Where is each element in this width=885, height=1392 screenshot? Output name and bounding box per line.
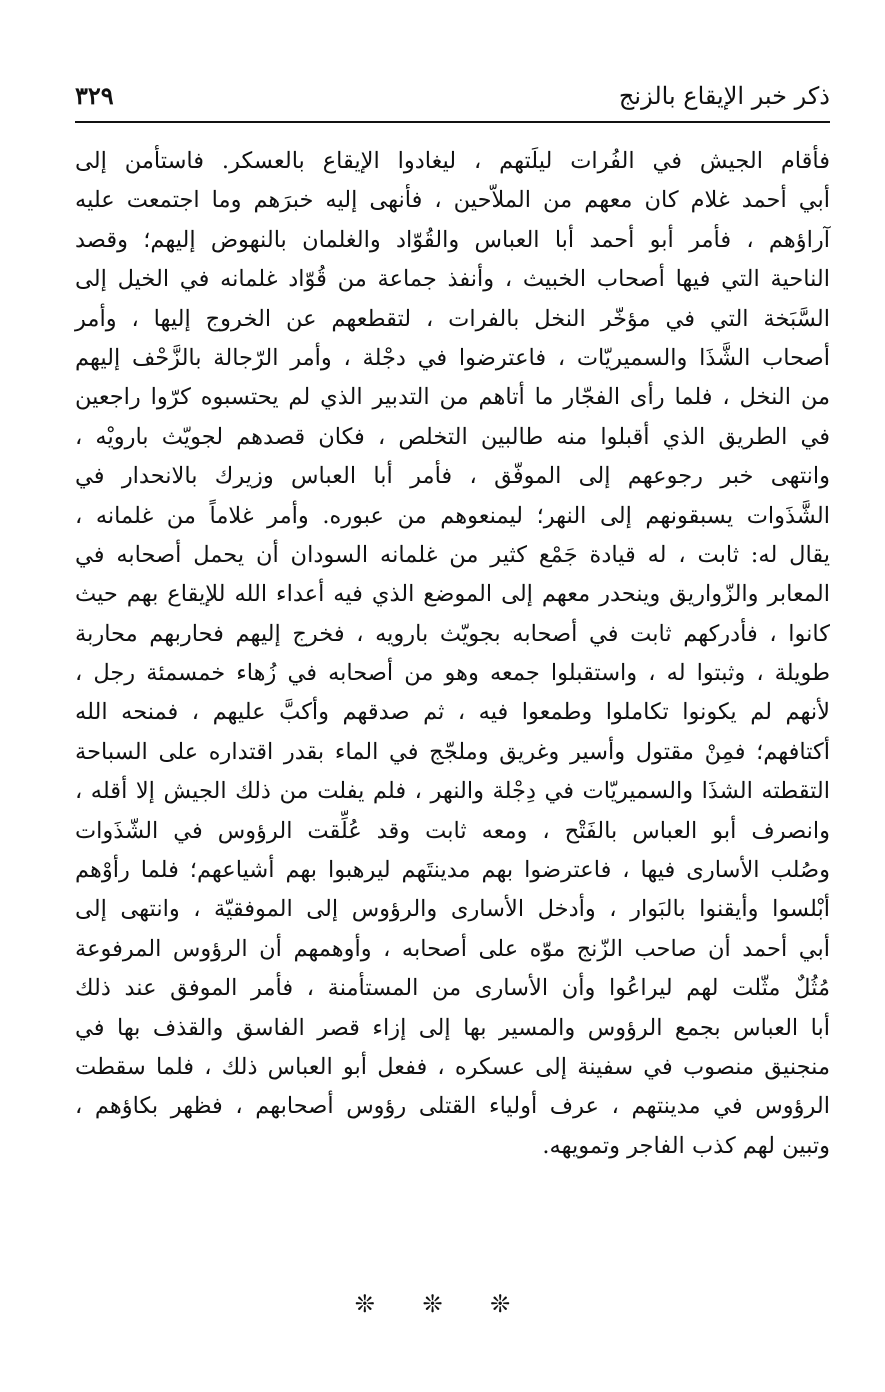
text-line: الناحية التي فيها أصحاب الخبيث ، وأنفذ جماعة من قُوّاد غلمانه في الخيل إلى	[75, 266, 830, 293]
text-line: أبي أحمد غلام كان معهم من الملاّحين ، فأنهى إليه خبرَهم وما اجتمعت عليه	[75, 187, 830, 214]
chapter-title: ذكر خبر الإيقاع بالزنج	[618, 82, 830, 110]
text-line: التقطته الشذَا والسميريّات في دِجْلة والنهر ، فلم يفلت من ذلك الجيش إلا أقله ،	[75, 778, 830, 805]
text-line: السَّبَخة التي في مؤخّر النخل بالفرات ، لتقطعهم عن الخروج إليها ، وأمر	[75, 305, 830, 332]
text-line: في الطريق الذي أقبلوا منه طالبين التخلص ، فكان قصدهم لجويّث بارويْه ،	[75, 423, 830, 450]
text-line: أبْلسوا وأيقنوا بالبَوار ، وأدخل الأسارى والرؤوس إلى الموفقيّة ، وانتهى إلى	[75, 896, 830, 923]
text-line-last: وتبين لهم كذب الفاجر وتمويهه.	[542, 1132, 830, 1159]
text-line: لأنهم لم يكونوا تكاملوا وطمعوا فيه ، ثم صدقهم وأكبَّ عليهم ، فمنحه الله	[75, 699, 830, 726]
text-line: وصُلب الأسارى فيها ، فاعترضوا بهم مدينتَهم ليرهبوا بهم أشياعهم؛ فلما رأوْهم	[75, 857, 830, 884]
text-line: أبا العباس بجمع الرؤوس والمسير بها إلى إزاء قصر الفاسق والقذف بها في	[75, 1014, 830, 1041]
page-number: ٣٢٩	[75, 81, 114, 110]
page-header	[75, 78, 830, 118]
header-rule	[75, 121, 830, 123]
text-line: طويلة ، وثبتوا له ، واستقبلوا جمعه وهو من أصحابه في زُهاء خمسمئة رجل ،	[75, 660, 830, 687]
text-line: كانوا ، فأدركهم ثابت في أصحابه بجويّث بارويه ، فخرج إليهم فحاربهم محاربة	[75, 620, 830, 647]
section-ornament: ❊ ❊ ❊	[354, 1290, 531, 1318]
text-line: أكتافهم؛ فمِنْ مقتول وأسير وغريق وملجّج في الماء بقدر اقتداره على السباحة	[75, 738, 830, 765]
text-line: المعابر والزّواريق وينحدر معهم إلى الموضع الذي فيه أعداء الله للإيقاع بهم حيث	[75, 581, 830, 608]
text-line: أبي أحمد أن صاحب الزّنج موّه على أصحابه ، وأوهمهم أن الرؤوس المرفوعة	[75, 935, 830, 962]
text-line: وانتهى خبر رجوعهم إلى الموفّق ، فأمر أبا العباس وزيرك بالانحدار في	[75, 463, 830, 490]
text-line: فأقام الجيش في الفُرات ليلَتهم ، ليغادوا الإيقاع بالعسكر. فاستأمن إلى	[75, 148, 830, 174]
text-line: أصحاب الشَّذَا والسميريّات ، فاعترضوا في دجْلة ، وأمر الرّجالة بالزَّحْف إليهم	[75, 344, 830, 371]
text-line: يقال له: ثابت ، له قيادة جَمْع كثير من غلمانه السودان أن يحمل أصحابه في	[75, 541, 830, 568]
body-text	[75, 142, 830, 1166]
text-line: الشَّذَوات يسبقونهم إلى النهر؛ ليمنعوهم من عبوره. وأمر غلاماً من غلمانه ،	[75, 502, 830, 529]
text-line: منجنيق منصوب في سفينة إلى عسكره ، ففعل أبو العباس ذلك ، فلما سقطت	[75, 1053, 830, 1080]
text-line: الرؤوس في مدينتهم ، عرف أولياء القتلى رؤوس أصحابهم ، فظهر بكاؤهم ،	[75, 1093, 830, 1120]
text-line: مُثُلٌ مثّلت لهم ليراعُوا وأن الأسارى من المستأمنة ، فأمر الموفق عند ذلك	[75, 975, 830, 1002]
text-line: وانصرف أبو العباس بالفَتْح ، ومعه ثابت وقد عُلِّقت الرؤوس في الشّذَوات	[75, 817, 830, 844]
text-line: من النخل ، فلما رأى الفجّار ما أتاهم من التدبير الذي لم يحتسبوه كرّوا راجعين	[75, 384, 830, 411]
text-line: آراؤهم ، فأمر أبو أحمد أبا العباس والقُوّاد والغلمان بالنهوض إليهم؛ وقصد	[75, 226, 830, 253]
